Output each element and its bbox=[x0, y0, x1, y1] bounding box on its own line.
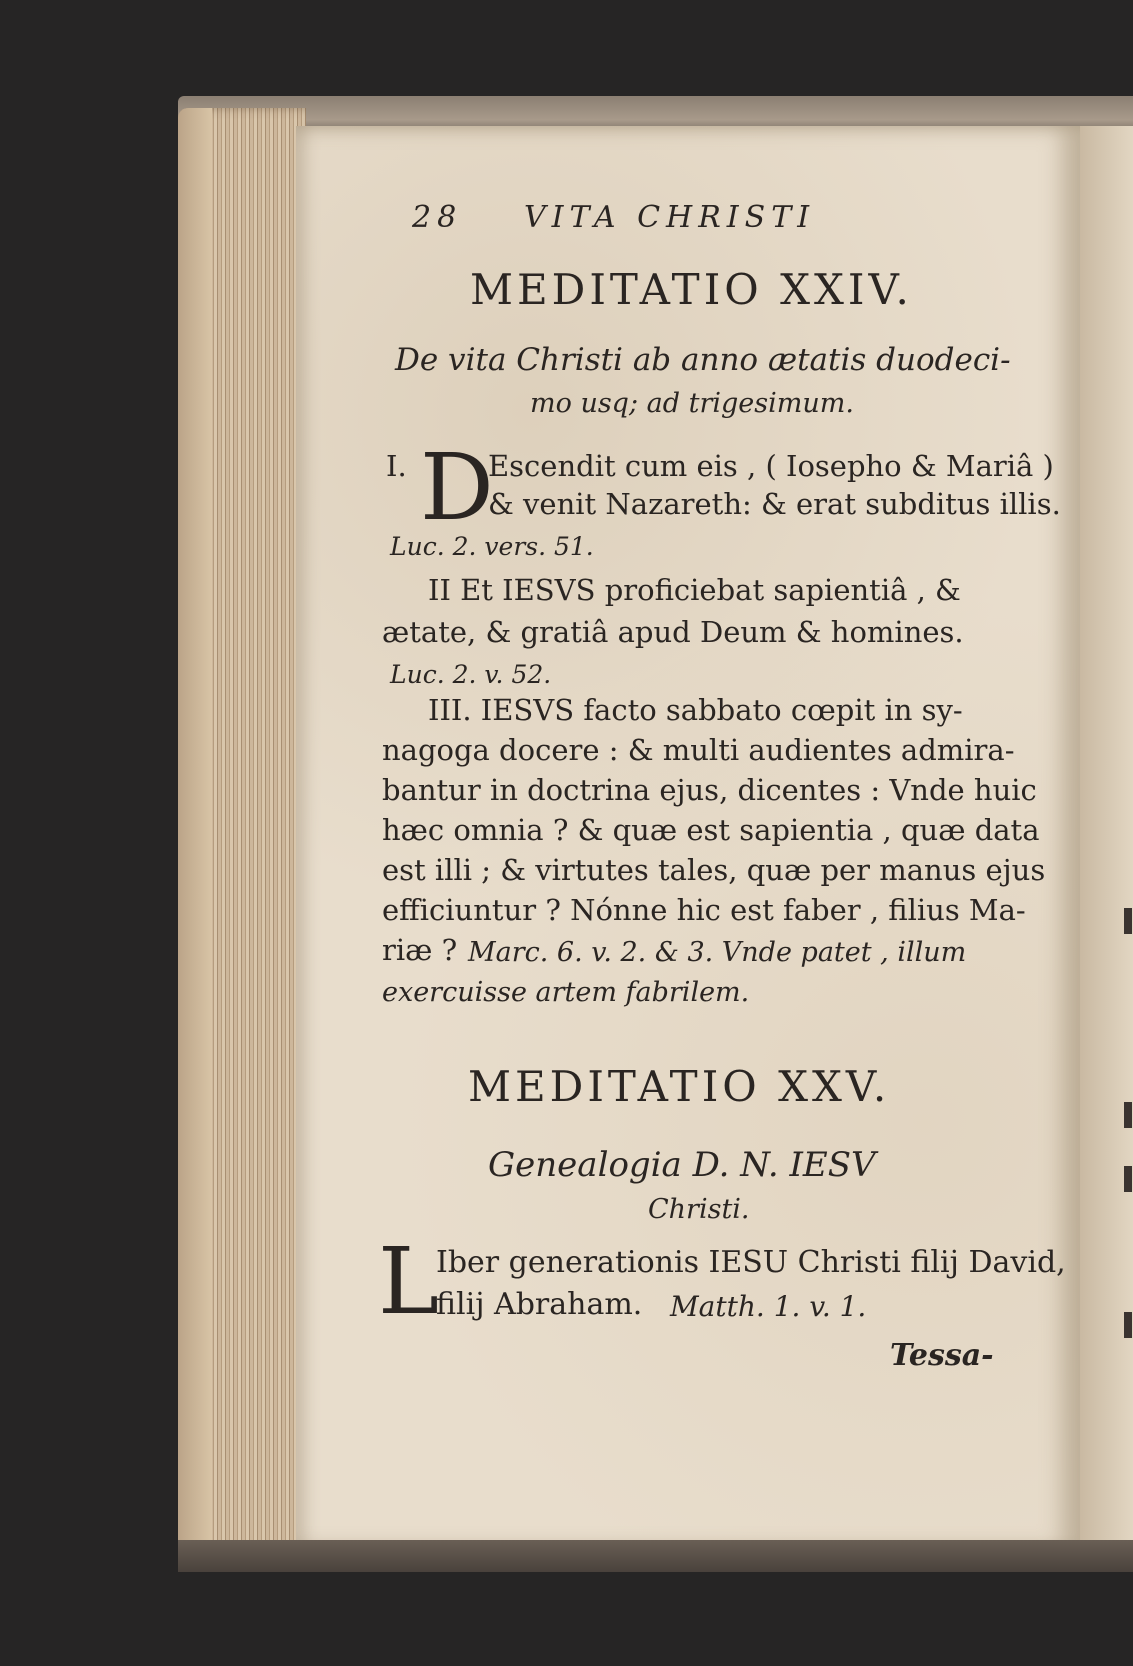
meditatio-24-subtitle-line1: De vita Christi ab anno ætatis duodeci- bbox=[395, 342, 1011, 378]
text-line: ætate, & gratiâ apud Deum & homines. bbox=[382, 615, 964, 649]
running-head bbox=[412, 200, 932, 240]
text-line: efficiuntur ? Nónne hic est faber , filius Ma- bbox=[382, 893, 1026, 927]
text-line: est illi ; & virtutes tales, quæ per manus ejus bbox=[382, 853, 1046, 887]
drop-cap: D bbox=[420, 434, 494, 541]
meditatio-25-subtitle-line1: Genealogia D. N. IESV bbox=[488, 1145, 876, 1185]
facing-page-glyph bbox=[1124, 1312, 1132, 1338]
book-cover-bottom bbox=[178, 1540, 1133, 1572]
text-line: riæ ? bbox=[382, 933, 458, 967]
text-line: Escendit cum eis , ( Iosepho & Mariâ ) bbox=[488, 449, 1054, 483]
facing-page-glyph bbox=[1124, 1166, 1132, 1192]
facing-page-glyph bbox=[1124, 1102, 1132, 1128]
meditatio-24-subtitle-line2: mo usq; ad trigesimum. bbox=[530, 388, 854, 419]
meditatio-24-paragraph-3 bbox=[380, 690, 1046, 1010]
text-line: exercuisse artem fabrilem. bbox=[382, 977, 750, 1008]
facing-page-edge bbox=[1080, 126, 1133, 1550]
scripture-reference: Matth. 1. v. 1. bbox=[670, 1290, 867, 1323]
meditatio-24-paragraph-2 bbox=[380, 570, 1020, 689]
text-line: bantur in doctrina ejus, dicentes : Vnde huic bbox=[382, 773, 1037, 807]
meditatio-24-title: MEDITATIO XXIV. bbox=[470, 265, 913, 314]
running-title: VITA CHRISTI bbox=[524, 200, 816, 235]
text-line: hæc omnia ? & quæ est sapientia , quæ data bbox=[382, 813, 1040, 847]
scripture-reference: Luc. 2. v. 52. bbox=[390, 660, 552, 689]
scripture-reference: Marc. 6. v. 2. & 3. Vnde patet , illum bbox=[468, 937, 967, 968]
meditatio-24-paragraph-1 bbox=[380, 434, 1061, 561]
page-number: 28 bbox=[412, 200, 463, 235]
text-line: nagoga docere : & multi audientes admira- bbox=[382, 733, 1015, 767]
page-edges bbox=[178, 108, 306, 1560]
drop-cap: L bbox=[378, 1228, 440, 1335]
text-line: II Et IESVS proficiebat sapientiâ , & bbox=[428, 573, 961, 607]
text-line: filij Abraham. bbox=[436, 1287, 643, 1322]
meditatio-25-paragraph-1 bbox=[378, 1228, 1066, 1348]
facing-page-glyph bbox=[1124, 908, 1132, 934]
scripture-reference: Luc. 2. vers. 51. bbox=[390, 532, 594, 561]
paragraph-number: I. bbox=[386, 449, 407, 483]
meditatio-25-subtitle-line2: Christi. bbox=[648, 1194, 750, 1225]
text-line: III. IESVS facto sabbato cœpit in sy- bbox=[428, 693, 963, 727]
catchword: Tessa- bbox=[890, 1338, 994, 1373]
text-line: Iber generationis IESU Christi filij David, bbox=[436, 1245, 1066, 1280]
text-line: & venit Nazareth: & erat subditus illis. bbox=[488, 487, 1061, 521]
meditatio-25-title: MEDITATIO XXV. bbox=[468, 1062, 891, 1111]
